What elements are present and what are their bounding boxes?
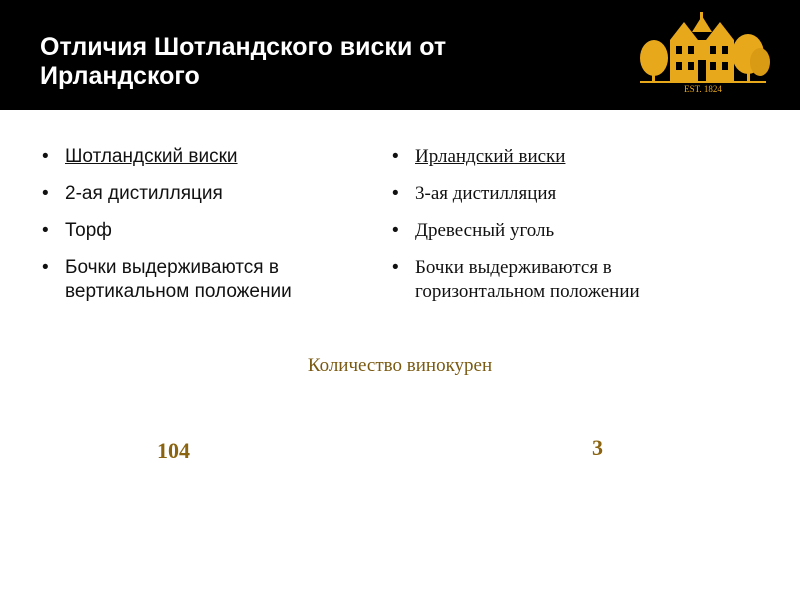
scotch-item-fuel: • Торф: [42, 219, 362, 243]
scotch-item-distillation: • 2-ая дистилляция: [42, 182, 362, 206]
scotch-list: [42, 145, 362, 317]
distilleries-label: Количество винокурен: [307, 355, 493, 376]
distillery-logo: [636, 10, 770, 94]
irish-item-casks: • Бочки выдерживаются в горизонтальном положении: [392, 256, 722, 304]
irish-list: [392, 145, 722, 317]
header-bar: [0, 0, 800, 110]
irish-item-fuel: • Древесный уголь: [392, 219, 722, 243]
logo-established-text: EST. 1824: [684, 84, 722, 94]
irish-distillery-count: 3: [592, 435, 603, 460]
irish-item-distillation: • 3-ая дистилляция: [392, 182, 722, 206]
scotch-heading: • Шотландский виски: [42, 145, 362, 169]
castle-icon: [636, 10, 770, 94]
scotch-distillery-count: 104: [157, 438, 190, 463]
irish-heading: • Ирландский виски: [392, 145, 722, 169]
page-title: Отличия Шотландского виски от Ирландского: [40, 33, 447, 90]
scotch-item-casks: • Бочки выдерживаются в вертикальном положении: [42, 256, 362, 304]
